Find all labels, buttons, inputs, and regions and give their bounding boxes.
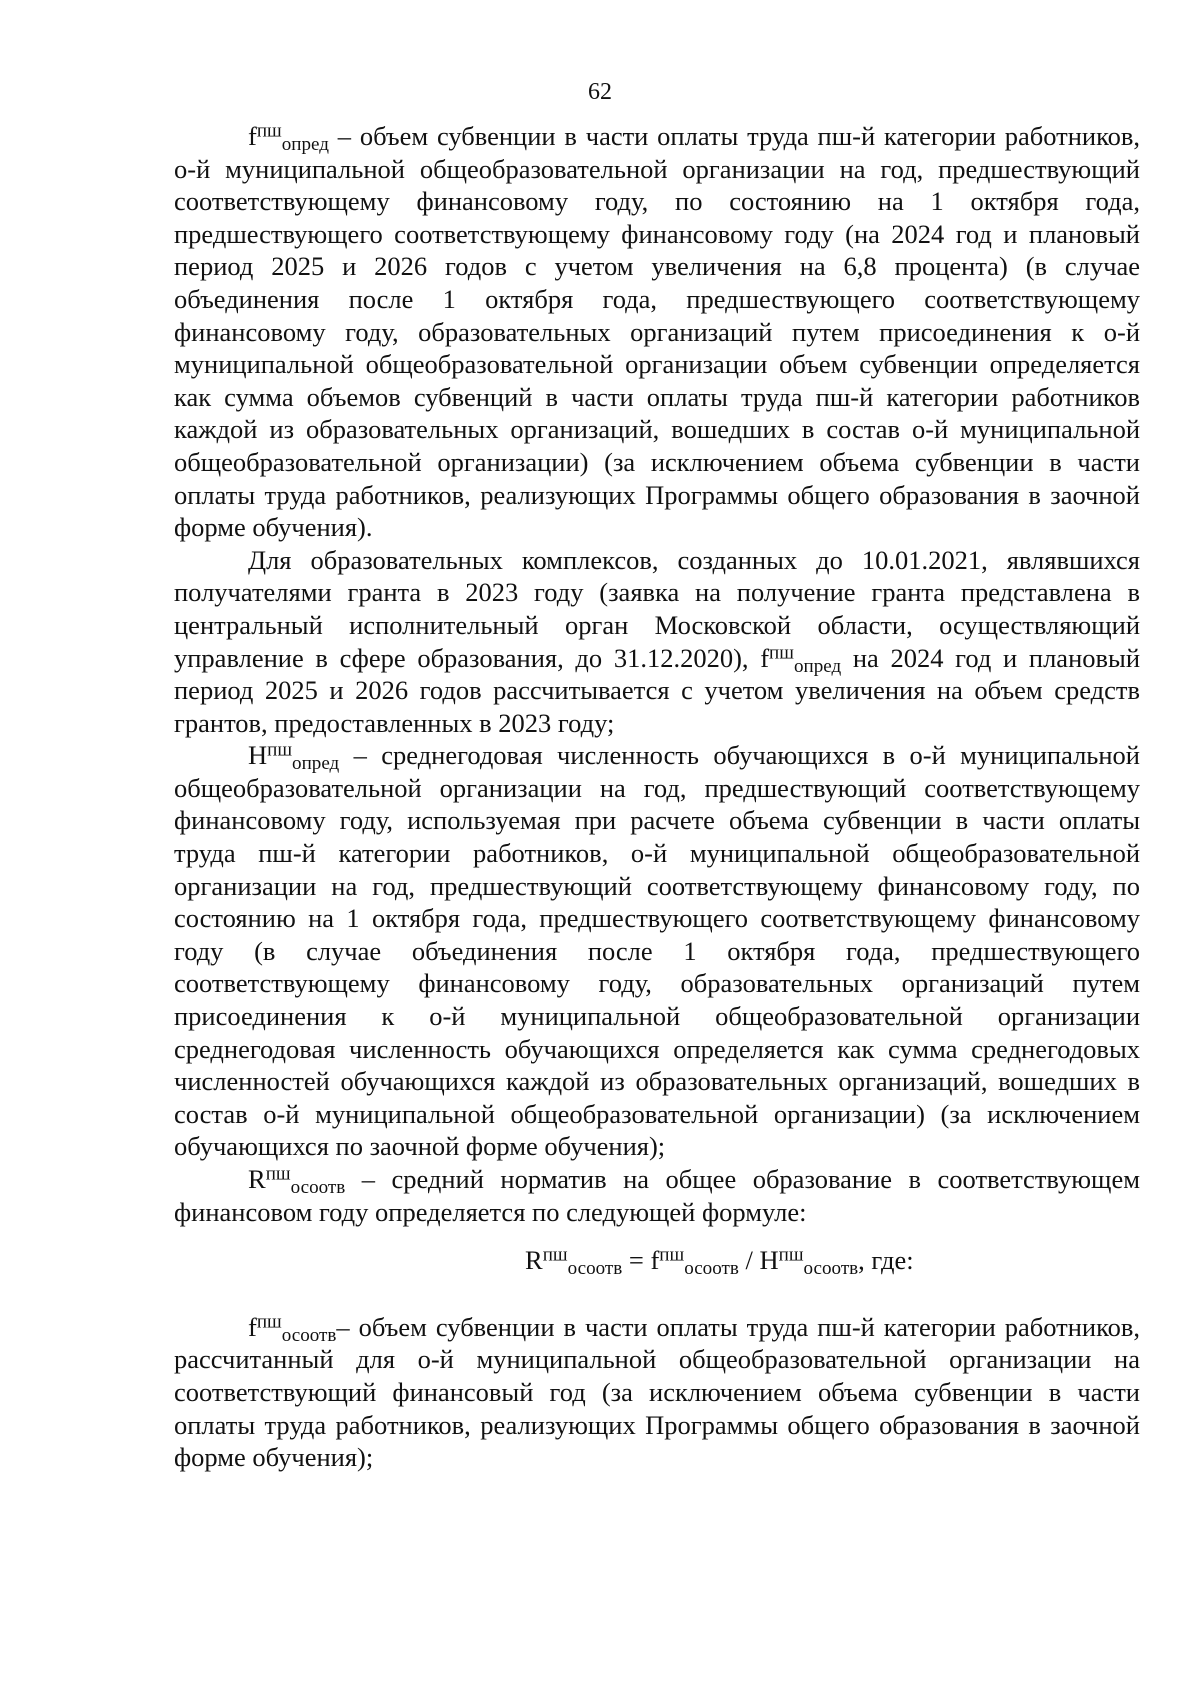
paragraph-h-opred-definition [174, 739, 1140, 1163]
paragraph-f-osootv-definition [174, 1311, 1140, 1474]
paragraph-text-after: на 2024 год и плановый период 2025 и 2026 годов рассчитывается с учетом увеличения на объем средств грантов, предоставленных в 2023 году; [174, 642, 1140, 738]
math-symbol-h-opred [248, 739, 340, 775]
symbol-letter: f [248, 121, 257, 151]
formula-divide: / [738, 1245, 760, 1276]
formula-tail: , где: [858, 1245, 914, 1276]
symbol-letter: H [248, 740, 268, 771]
symbol-letter: R [248, 1164, 266, 1194]
formula-r-osootv [174, 1244, 1140, 1277]
page-number: 62 [588, 79, 612, 105]
symbol-superscript: пш [265, 1163, 291, 1185]
symbol-superscript: пш [659, 1244, 685, 1266]
formula-numerator [650, 1244, 739, 1279]
symbol-superscript: пш [256, 120, 282, 142]
symbol-subscript: опред [281, 133, 329, 155]
paragraph-r-osootv-definition [174, 1163, 1140, 1228]
paragraph-text-before: Для образовательных комплексов, созданных до 10.01.2021, являвшихся получателями гранта в 2023 году (заявка на получение гранта представлена в центральный исполнительный орган Московской области, осуществляющий управление в сфере образования, до 31.12.2020), [174, 544, 1140, 673]
symbol-superscript: пш [267, 739, 293, 761]
symbol-superscript: пш [256, 1311, 282, 1333]
formula-denominator [759, 1244, 859, 1279]
document-body [174, 120, 1140, 1474]
symbol-letter: H [759, 1245, 779, 1276]
math-symbol-f-opred [248, 120, 329, 155]
paragraph-text: – среднегодовая численность обучающихся в о-й муниципальной общеобразовательной организации на год, предшествующий соответствующему финансовому году, используемая при расчете объема субвенции в части оплаты труда пш-й категории работников, о-й муниципальной общеобразовательной организации на год, предшествующий соответствующему финансовому году, по состоянию на 1 октября года, предшествующего соответствующему финансовому году (в случае объединения после 1 октября года, предшествующего соответствующему финансовому году, образовательных организаций путем присоединения к о-й муниципальной общеобразовательной организации среднегодовая численность обучающихся определяется как сумма среднегодовых численностей обучающихся каждой из образовательных организаций, вошедших в состав о-й муниципальной общеобразовательной организации) (за исключением обучающихся по заочной форме обучения); [174, 740, 1140, 1162]
formula-equals: = [622, 1245, 651, 1276]
paragraph-text: – средний норматив на общее образование в соответствующем финансовом году определяется по следующей формуле: [174, 1164, 1140, 1227]
math-symbol-r-osootv [248, 1163, 346, 1198]
symbol-subscript: опред [793, 655, 842, 677]
symbol-superscript: пш [769, 641, 794, 663]
formula-lhs [525, 1244, 623, 1279]
math-symbol-f-osootv [248, 1311, 337, 1346]
math-symbol-f-opred [760, 641, 842, 677]
symbol-superscript: пш [542, 1244, 568, 1266]
symbol-subscript: осоотв [803, 1257, 859, 1279]
paragraph-educational-complexes [174, 544, 1140, 740]
symbol-subscript: опред [292, 753, 340, 775]
symbol-letter: f [760, 642, 770, 673]
symbol-letter: R [525, 1245, 543, 1276]
paragraph-f-opred-definition [174, 120, 1140, 544]
symbol-subscript: осоотв [567, 1257, 623, 1279]
symbol-letter: f [248, 1311, 257, 1342]
paragraph-text: – объем субвенции в части оплаты труда пш-й категории работников, рассчитанный для о-й муниципальной общеобразовательной организации на соответствующий финансовый год (за исключением объема субвенции в части оплаты труда работников, реализующих Программы общего образования в заочной форме обучения); [174, 1311, 1140, 1473]
symbol-superscript: пш [778, 1244, 804, 1266]
symbol-subscript: осоотв [281, 1324, 337, 1346]
symbol-subscript: осоотв [684, 1257, 739, 1279]
symbol-letter: f [650, 1245, 660, 1276]
paragraph-text: – объем субвенции в части оплаты труда пш-й категории работников, о-й муниципальной общеобразовательной организации на год, предшествующий соответствующему финансовому году, по состоянию на 1 октября года, предшествующего соответствующему финансовому году (на 2024 год и плановый период 2025 и 2026 годов с учетом увеличения на 6,8 процента) (в случае объединения после 1 октября года, предшествующего соответствующему финансовому году, образовательных организаций путем присоединения к о-й муниципальной общеобразовательной организации объем субвенции определяется как сумма объемов субвенций в части оплаты труда пш-й категории работников каждой из образовательных организаций, вошедших в состав о-й муниципальной общеобразовательной организации) (за исключением объема субвенции в части оплаты труда работников, реализующих Программы общего образования в заочной форме обучения). [174, 121, 1140, 543]
symbol-subscript: осоотв [290, 1176, 346, 1198]
